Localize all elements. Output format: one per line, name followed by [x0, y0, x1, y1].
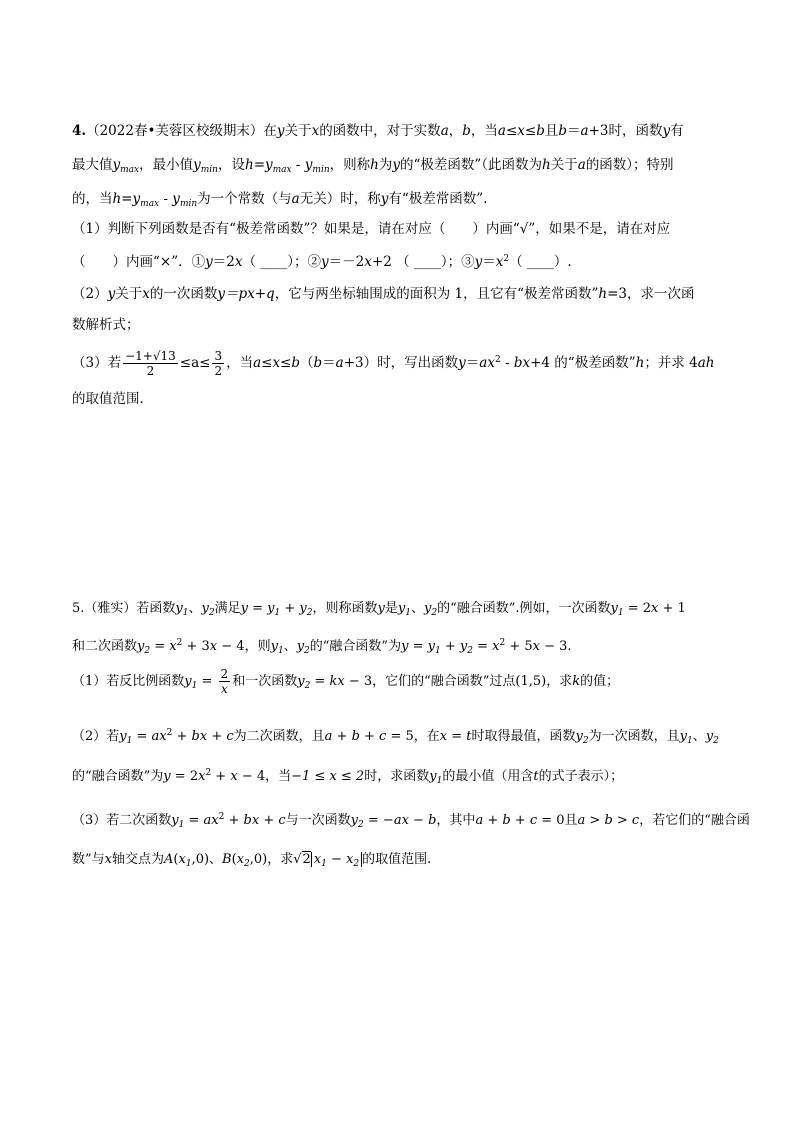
text: 时，求函数 — [364, 769, 430, 784]
sub: 1 — [321, 859, 327, 869]
numerator: −1+√13 — [125, 349, 176, 363]
text: + 1 — [658, 601, 686, 616]
q5-part-3-cont — [72, 851, 431, 873]
var: a — [291, 191, 300, 207]
text: 、 — [283, 639, 297, 654]
text: 时取得最值，函数 — [471, 729, 576, 744]
var: x — [198, 769, 206, 784]
var: y — [270, 639, 278, 654]
text: 的取值范围. — [362, 852, 432, 867]
text: = 5，在 — [386, 729, 440, 744]
var: y — [705, 729, 714, 744]
var: A — [164, 852, 174, 867]
var: y — [575, 729, 583, 744]
var: x — [346, 852, 354, 867]
var: b — [558, 123, 567, 139]
text: 关于 — [115, 286, 143, 302]
text: 的函数）；特别 — [585, 157, 674, 173]
sub: 2 — [304, 646, 310, 656]
text: 的函数中，对于实数 — [319, 123, 441, 139]
q4-part-1-options — [72, 250, 572, 271]
text: 为 — [378, 157, 393, 173]
text: +3）时，写出函数 — [343, 355, 459, 371]
q4-number: 4. — [72, 123, 87, 139]
var: y — [423, 601, 432, 616]
text: 的值； — [580, 674, 620, 689]
text: 为一次函数，且 — [588, 729, 680, 744]
text: − 3. — [540, 639, 572, 654]
text: = — [197, 674, 217, 689]
var: y — [119, 729, 127, 744]
text: 、 — [410, 601, 424, 616]
text: = — [408, 639, 428, 654]
sub: 2 — [244, 859, 250, 869]
var: k — [572, 674, 581, 689]
q4-line-1 — [72, 122, 684, 140]
sub: min — [179, 199, 198, 209]
sub: 2 — [358, 820, 364, 830]
text: = 2 — [170, 769, 199, 784]
absolute-value — [311, 852, 362, 867]
var: x — [169, 639, 177, 654]
math: y＝px+q — [217, 286, 275, 302]
var: y — [201, 601, 209, 616]
sub: 1 — [405, 608, 411, 618]
var: t — [533, 769, 539, 784]
q5-part-2-cont — [72, 764, 623, 790]
fraction — [212, 349, 224, 378]
var: b — [313, 355, 323, 371]
sub: 2 — [431, 608, 438, 618]
var: ax — [203, 813, 219, 828]
text: 的式子表示）； — [538, 769, 624, 784]
sub: max — [272, 165, 292, 175]
var: ah — [697, 355, 715, 371]
text: ；并求 4 — [644, 355, 698, 371]
var: y — [321, 254, 329, 270]
var: y — [392, 157, 400, 173]
var: y — [172, 191, 180, 207]
numerator: 3 — [214, 349, 223, 363]
text: ,0)，求 — [249, 852, 294, 867]
text: ，其中 — [436, 813, 476, 828]
text: 是 — [384, 601, 398, 616]
sub: 1 — [185, 859, 192, 869]
var: h — [112, 191, 122, 207]
var: b — [462, 123, 471, 139]
var: x — [313, 852, 322, 867]
var: y — [459, 639, 468, 654]
text: + 3 — [182, 639, 210, 654]
text: = — [184, 813, 204, 828]
var: y — [474, 254, 483, 270]
text: = − — [363, 813, 394, 828]
q4-line-3 — [72, 190, 487, 213]
var: x — [236, 852, 245, 867]
var: h — [598, 286, 608, 302]
var: h — [635, 355, 645, 371]
sup: 2 — [503, 254, 510, 264]
var: y — [163, 769, 171, 784]
sup: 2 — [176, 638, 183, 648]
var: h — [542, 157, 551, 173]
math: a≤x≤b — [253, 355, 301, 371]
text: +4 的“极差函数” — [530, 355, 636, 371]
text: ，则称函数 — [312, 601, 378, 616]
text: 的“融合函数”.例如，一次函数 — [437, 601, 611, 616]
text: 有 — [670, 123, 684, 139]
var: y — [380, 191, 389, 207]
text: ，最小值 — [139, 157, 194, 173]
text: + — [172, 729, 192, 744]
var: kx — [329, 674, 345, 689]
sup: 2 — [499, 638, 506, 648]
var: y — [137, 639, 145, 654]
text: − — [326, 852, 347, 867]
text: ，当 — [226, 355, 254, 371]
var: x — [651, 601, 659, 616]
text: ＝ — [322, 355, 336, 371]
text: （ ）内画“×”．① — [72, 254, 206, 270]
var: bx — [243, 813, 260, 828]
text: 、 — [692, 729, 706, 744]
var: x — [142, 286, 150, 302]
sub: 2 — [144, 646, 151, 656]
text: （ — [300, 355, 314, 371]
var: y — [297, 674, 305, 689]
text: 的“融合函数”为 — [72, 769, 164, 784]
sub: 1 — [178, 820, 185, 830]
denominator: 2 — [146, 364, 155, 378]
text: ＝ — [567, 123, 581, 139]
var: y — [265, 157, 273, 173]
text: 有“极差常函数”. — [388, 191, 488, 207]
var: y — [401, 639, 409, 654]
var: B — [222, 852, 232, 867]
var: b — [428, 813, 437, 828]
text: = 0且 — [537, 813, 578, 828]
var: x — [311, 123, 320, 139]
text: ，设 — [217, 157, 245, 173]
text: 轴交点为 — [112, 852, 165, 867]
var: y — [112, 157, 121, 173]
sub: 1 — [617, 608, 624, 618]
sub: min — [200, 165, 218, 175]
sub: 2 — [582, 736, 589, 746]
math: a≤x≤b — [497, 123, 545, 139]
var: ax — [393, 813, 409, 828]
text: （3）若二次函数 — [72, 813, 172, 828]
denominator: x — [220, 682, 228, 696]
var: y — [296, 639, 305, 654]
text: （2022春•芙蓉区校级期末）在 — [86, 123, 277, 139]
sub: 1 — [126, 736, 133, 746]
text: = — [310, 674, 330, 689]
answer-blank-2[interactable]: +2 （ ____）；③ — [371, 254, 475, 270]
var: y — [458, 355, 466, 371]
q5-line-1 — [72, 600, 686, 622]
q4-line-2 — [72, 156, 674, 179]
text: （2） — [72, 286, 108, 302]
sub: 1 — [274, 608, 281, 618]
text: − 3，它们的“融合函数”过点(1,5)，求 — [344, 674, 573, 689]
text: =3，求一次函 — [607, 286, 695, 302]
text: 与一次函数 — [285, 813, 351, 828]
text: − 4，则 — [217, 639, 271, 654]
var: a — [580, 123, 589, 139]
answer-blank-3[interactable]: （ ____）. — [509, 254, 572, 270]
sub: 1 — [687, 736, 693, 746]
text: 5.（雅实）若函数 — [72, 601, 176, 616]
var: x — [495, 254, 504, 270]
q4-part-3 — [72, 343, 714, 380]
numerator: 2 — [220, 667, 229, 681]
sub: 1 — [436, 776, 443, 786]
text: 的，当 — [72, 191, 113, 207]
text: - — [159, 191, 173, 207]
var: bx — [513, 355, 531, 371]
var: y — [397, 601, 406, 616]
text: = — [472, 639, 493, 654]
math: + y — [280, 601, 307, 616]
var: c — [226, 729, 234, 744]
text: 、 — [188, 601, 202, 616]
text: 关于 — [550, 157, 578, 173]
text: ( — [231, 852, 237, 867]
text: ＝－2 — [328, 254, 365, 270]
var: y — [132, 191, 141, 207]
text: + — [224, 813, 244, 828]
var: x — [104, 852, 112, 867]
var: x — [439, 729, 448, 744]
var: y — [193, 157, 201, 173]
sub: 1 — [182, 608, 189, 618]
math: a + b + c — [475, 813, 538, 828]
sub: min — [312, 165, 330, 175]
sup: 2 — [205, 768, 212, 778]
text: 且 — [544, 123, 559, 139]
text: = — [150, 639, 170, 654]
var: a — [577, 157, 586, 173]
text: ，它与两坐标轴围成的面积为 1，且它有“极差常函数” — [274, 286, 599, 302]
text: ( — [173, 852, 179, 867]
text: 和二次函数 — [72, 639, 138, 654]
var: y — [205, 254, 213, 270]
q5-line-2 — [72, 634, 572, 660]
var: y — [610, 601, 618, 616]
sup: 2 — [218, 812, 225, 822]
text: ≤a≤ — [179, 355, 211, 371]
var: x — [492, 639, 500, 654]
var: y — [679, 729, 688, 744]
text: = — [447, 729, 467, 744]
text: 无关）时，称 — [299, 191, 381, 207]
text: （3）若 — [72, 355, 122, 371]
sup: 2 — [166, 728, 173, 738]
text: ,0)、 — [191, 852, 223, 867]
var: h — [244, 157, 254, 173]
text: （2）若 — [72, 729, 120, 744]
var: x — [209, 639, 218, 654]
var: h — [370, 157, 379, 173]
text: 和一次函数 — [232, 674, 298, 689]
text: （1）若反比例函数 — [72, 674, 185, 689]
q5-part-1 — [72, 665, 619, 703]
text: 为一个常数（与 — [197, 191, 292, 207]
text: +3时，函数 — [588, 123, 663, 139]
var: a — [440, 123, 449, 139]
q5-part-3 — [72, 808, 750, 834]
var: x — [234, 254, 243, 270]
var: y — [304, 157, 313, 173]
sub: 1 — [191, 681, 198, 691]
text: 最大值 — [72, 157, 113, 173]
var: t — [466, 729, 472, 744]
var: a — [335, 355, 344, 371]
var: y — [427, 639, 435, 654]
var: y — [107, 286, 116, 302]
q4-part-2 — [72, 285, 695, 303]
text: ， — [448, 123, 463, 139]
var: ax — [479, 355, 495, 371]
fraction — [219, 667, 231, 696]
text: - — [500, 355, 514, 371]
var: y — [662, 123, 671, 139]
var: y — [184, 674, 192, 689]
var: c — [278, 813, 286, 828]
text: = 2 — [623, 601, 652, 616]
text: 的“极差函数”（此函数为 — [399, 157, 543, 173]
var: y — [175, 601, 183, 616]
text: − — [408, 813, 429, 828]
q4-part-3-cont: 的取值范围． — [72, 391, 153, 407]
sub: 1 — [434, 646, 441, 656]
text: - — [291, 157, 305, 173]
q5-part-2 — [72, 724, 719, 750]
text: + — [259, 813, 279, 828]
math: −1 ≤ x ≤ 2 — [291, 769, 365, 784]
text: ，当 — [470, 123, 498, 139]
text: ＝2 — [212, 254, 235, 270]
text: 的最小值（用含 — [442, 769, 534, 784]
text: ＝ — [482, 254, 496, 270]
sup: 2 — [494, 355, 501, 365]
text: − 4，当 — [237, 769, 292, 784]
sub: 2 — [353, 859, 360, 869]
q4-part-1: （1）判断下列函数是否有“极差常函数”？如果是，请在对应（ ）内画“√”，如果不是，请在对应 — [72, 221, 671, 237]
fraction — [123, 349, 178, 378]
var: y — [350, 813, 359, 828]
sub: 1 — [277, 646, 284, 656]
q4-part-2-cont: 数解析式； — [72, 317, 140, 333]
var: x — [364, 254, 372, 270]
var: y — [377, 601, 385, 616]
text: 为二次函数，且 — [233, 729, 325, 744]
text: ＝ — [465, 355, 480, 371]
sub: 2 — [713, 736, 719, 746]
text: 满足 — [214, 601, 241, 616]
sub: 2 — [467, 646, 473, 656]
denominator: 2 — [214, 364, 223, 378]
math: a + b + c — [324, 729, 387, 744]
text: + — [211, 769, 231, 784]
text: + — [207, 729, 227, 744]
var: x — [178, 852, 186, 867]
var: y — [171, 813, 179, 828]
sub: max — [120, 165, 140, 175]
sub: 2 — [208, 608, 215, 618]
sub: 2 — [304, 681, 311, 691]
text: + 5 — [505, 639, 533, 654]
text: = — [121, 191, 133, 207]
text: ，则称 — [329, 157, 371, 173]
var: bx — [191, 729, 208, 744]
text: = — [253, 157, 265, 173]
var: y — [429, 769, 437, 784]
math: a > b > c — [577, 813, 640, 828]
text: = — [132, 729, 152, 744]
text: 的“融合函数”为 — [309, 639, 402, 654]
text: ，若它们的“融合函 — [639, 813, 750, 828]
text: 的一次函数 — [149, 286, 218, 302]
sub: 2 — [306, 608, 313, 618]
math: y = y — [240, 601, 275, 616]
text: 关于 — [284, 123, 312, 139]
var: x — [230, 769, 238, 784]
sqrt-radicand: 2 — [302, 852, 311, 867]
var: ax — [151, 729, 167, 744]
sub: max — [140, 199, 160, 209]
text: 数”与 — [72, 852, 105, 867]
answer-blank-1[interactable]: （ ____）；② — [242, 254, 322, 270]
var: y — [276, 123, 285, 139]
sqrt-sign: √ — [293, 852, 302, 867]
text: + — [440, 639, 460, 654]
var: x — [532, 639, 540, 654]
